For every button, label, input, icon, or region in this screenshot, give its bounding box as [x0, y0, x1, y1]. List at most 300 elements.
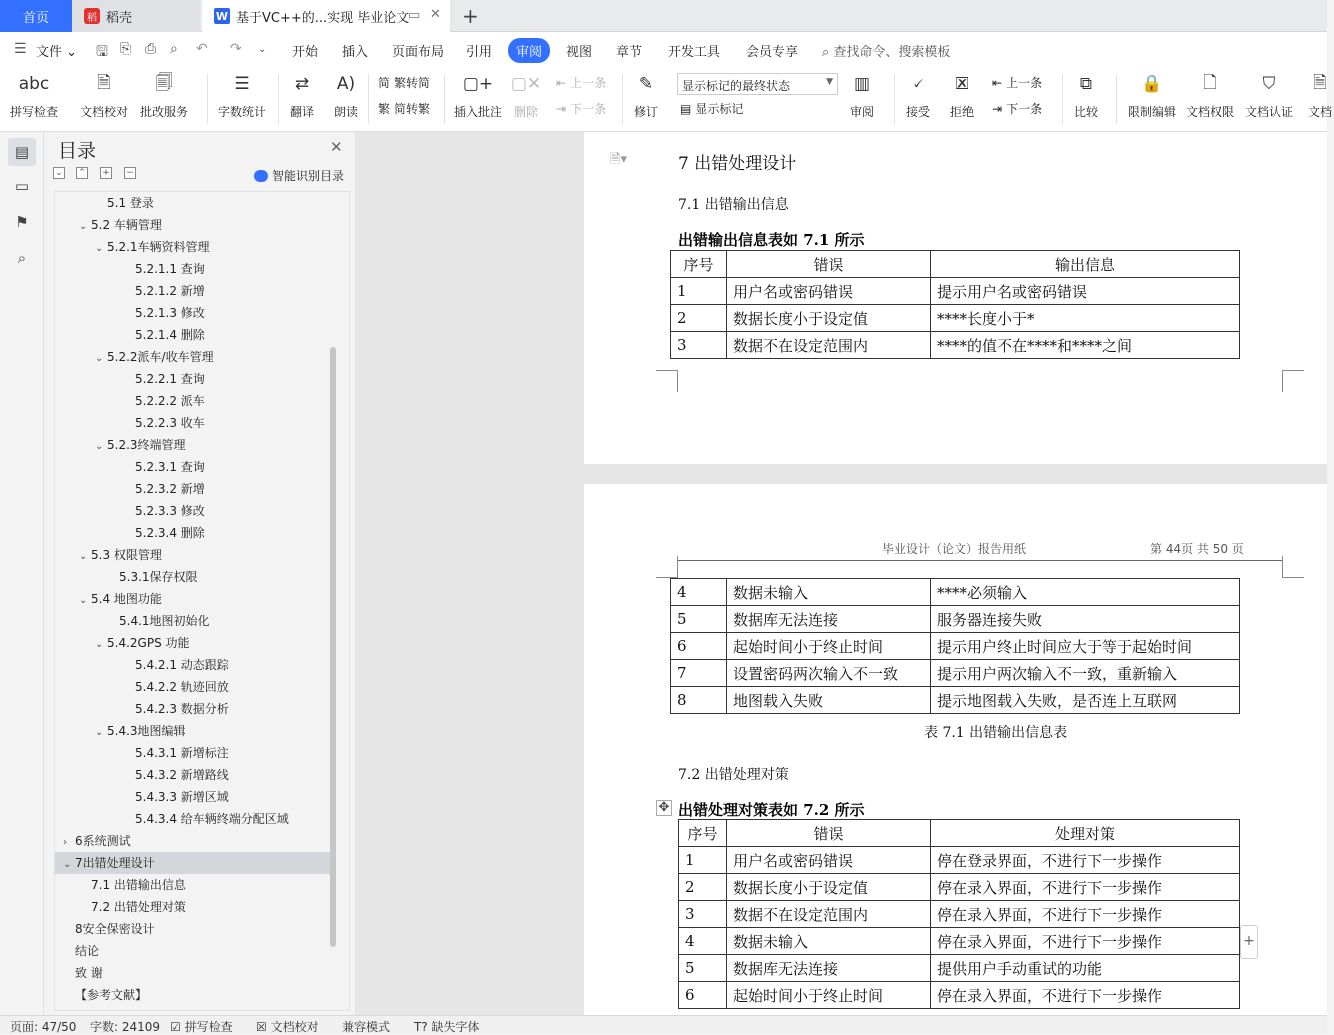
error-output-table-part2	[670, 578, 1240, 714]
toc-item[interactable]	[55, 610, 331, 632]
page-corner-mark	[1282, 370, 1304, 392]
reject-button[interactable]	[948, 70, 976, 120]
menu-insert[interactable]: 插入	[342, 45, 369, 60]
status-spell-check[interactable]	[170, 1018, 233, 1035]
show-markup-icon: ▤	[680, 101, 692, 116]
missing-font-button[interactable]	[414, 1018, 480, 1035]
word-count-label: 字数统计	[218, 105, 267, 119]
table-cell[interactable]: 1	[679, 847, 727, 874]
print-icon[interactable]: ⎙	[145, 41, 157, 57]
table-cell[interactable]: 数据未输入	[727, 579, 931, 606]
toc-item[interactable]	[55, 412, 331, 434]
toc-item-label: 5.2.1.1 查询	[135, 262, 205, 276]
menu-member[interactable]: 会员专享	[746, 45, 799, 60]
toc-item-label: 5.2 车辆管理	[91, 218, 162, 232]
preview-icon[interactable]: ⌕	[170, 41, 178, 57]
table-cell[interactable]: 停在录入界面，不进行下一步操作	[931, 928, 1240, 955]
section-7-2-heading: 7.2 出错处理对策	[678, 767, 789, 783]
toc-item-label: 8安全保密设计	[75, 922, 155, 936]
collapse-all-icon[interactable]: ⌄	[53, 167, 65, 179]
table-header-cell: 序号	[679, 820, 727, 847]
table-cell[interactable]: ****的值不在****和****之间	[931, 332, 1240, 359]
proofread-button[interactable]	[80, 70, 128, 120]
spell-check-button[interactable]	[10, 70, 58, 120]
toc-item-label: 5.4.2GPS 功能	[107, 636, 190, 650]
toc-item-label: 5.2.1.2 新增	[135, 284, 205, 298]
abc-check-icon: abc	[18, 74, 50, 94]
ribbon-divider	[368, 74, 369, 124]
add-heading-icon[interactable]: +	[100, 167, 112, 179]
toc-pane	[44, 132, 356, 1015]
restrict-editing-label: 限制编辑	[1128, 105, 1177, 119]
toc-item-label: 5.2.2.3 收车	[135, 416, 205, 430]
table-cell[interactable]: 4	[671, 579, 727, 606]
table-header-row	[671, 251, 1240, 278]
table-cell[interactable]: 2	[679, 874, 727, 901]
close-tab-icon[interactable]: ✕	[430, 7, 441, 22]
table-cell[interactable]: 4	[679, 928, 727, 955]
toc-item[interactable]	[55, 830, 331, 852]
compare-icon: ⧉	[1079, 74, 1093, 94]
ribbon-divider	[1116, 74, 1117, 124]
insert-comment-button[interactable]	[454, 70, 502, 120]
table-cell[interactable]: 设置密码两次输入不一致	[727, 660, 931, 687]
prev-comment-label: 上一条	[570, 76, 607, 90]
trad-to-simp-button[interactable]	[378, 74, 430, 91]
table-row	[679, 901, 1240, 928]
toc-item-label: 7出错处理设计	[75, 856, 155, 870]
next-comment-button[interactable]	[556, 100, 606, 117]
toc-item[interactable]	[55, 280, 331, 302]
tab-document[interactable]	[202, 0, 450, 32]
status-proof-label: 文档校对	[270, 1020, 319, 1034]
toc-item-label: 5.2.2.1 查询	[135, 372, 205, 386]
bookmark-icon[interactable]: ⚑	[15, 213, 29, 231]
toc-item[interactable]	[55, 698, 331, 720]
prev-comment-button[interactable]	[556, 74, 606, 91]
chevron-down-icon[interactable]: ⌄	[79, 551, 88, 562]
doc-rights-icon: 🗋	[1203, 72, 1217, 93]
ribbon-divider	[207, 74, 208, 124]
table-move-handle-icon[interactable]: ✥	[656, 800, 672, 816]
chevron-down-icon: ▼	[826, 77, 833, 87]
menu-layout[interactable]: 页面布局	[392, 45, 445, 60]
shield-icon: ⛉	[1262, 74, 1276, 94]
toc-item-label: 5.4.2.2 轨迹回放	[135, 680, 229, 694]
table-header-cell: 错误	[727, 251, 931, 278]
table-row	[671, 687, 1240, 714]
document-canvas[interactable]	[356, 132, 1327, 1015]
chevron-down-icon[interactable]: ⌄	[95, 639, 104, 650]
page-44	[584, 484, 1327, 1024]
toc-item[interactable]	[55, 742, 331, 764]
table-row	[671, 305, 1240, 332]
status-proofread[interactable]	[256, 1018, 319, 1035]
table-row	[679, 874, 1240, 901]
simp-to-trad-label: 简转繁	[394, 102, 431, 116]
read-aloud-icon: A)	[336, 74, 356, 94]
table-cell[interactable]: 6	[671, 633, 727, 660]
command-search-label: 查找命令、搜索模板	[833, 45, 951, 60]
table-cell[interactable]: 提示用户两次输入不一致，重新输入	[931, 660, 1240, 687]
table2-intro: 出错处理对策表如 7.2 所示	[678, 801, 865, 819]
toc-item[interactable]	[55, 456, 331, 478]
table-header-cell: 错误	[727, 820, 931, 847]
toc-item[interactable]	[55, 302, 331, 324]
toc-item-label: 5.2.3.3 修改	[135, 504, 205, 518]
doc-proof-icon: 🗎	[97, 72, 111, 93]
table-cell[interactable]: 停在录入界面，不进行下一步操作	[931, 874, 1240, 901]
chevron-down-icon[interactable]: ⌄	[79, 595, 88, 606]
reject-icon: 🗷	[955, 74, 969, 94]
toc-item-label: 5.4.2.1 动态跟踪	[135, 658, 229, 672]
table1-intro: 出错输出信息表如 7.1 所示	[678, 231, 865, 249]
expand-up-icon[interactable]: ⌃	[76, 167, 88, 179]
pin-icon[interactable]: ▭	[408, 8, 421, 23]
doc-rights-button[interactable]	[1186, 70, 1234, 120]
page-corner-mark	[656, 556, 678, 578]
chapter-heading: 7 出错处理设计	[678, 154, 797, 174]
prev-change-icon: ⇤	[992, 75, 1003, 90]
page-header-title: 毕业设计（论文）报告用纸	[882, 542, 1027, 556]
toc-item[interactable]	[55, 500, 331, 522]
doc-more-button[interactable]	[1306, 70, 1334, 120]
table-cell[interactable]: 地图载入失败	[727, 687, 931, 714]
status-spell-label: 拼写检查	[184, 1020, 233, 1034]
markup-state-select[interactable]	[677, 73, 838, 95]
page-header-number: 第 44页 共 50 页	[1150, 542, 1244, 556]
new-tab-label: +	[462, 4, 479, 28]
toc-item[interactable]	[55, 940, 331, 962]
table-cell[interactable]: 起始时间小于终止时间	[727, 633, 931, 660]
toc-item-label: 5.4.1地图初始化	[119, 614, 210, 628]
tab-document-label: 基于VC++的...实现 毕业论文	[236, 10, 410, 26]
toc-item[interactable]	[55, 962, 331, 984]
menu-chapter[interactable]: 章节	[616, 45, 643, 60]
proofread-label: 文档校对	[80, 105, 129, 119]
prev-change-label: 上一条	[1006, 76, 1043, 90]
restrict-editing-button[interactable]	[1128, 70, 1176, 120]
next-change-label: 下一条	[1006, 102, 1043, 116]
table-header-row	[679, 820, 1240, 847]
table-header-cell: 序号	[671, 251, 727, 278]
review-pane-button[interactable]	[848, 70, 876, 120]
reject-label: 拒绝	[949, 105, 974, 119]
chevron-down-icon[interactable]: ⌄	[63, 859, 72, 870]
toc-item[interactable]	[55, 522, 331, 544]
toc-item[interactable]	[55, 346, 331, 368]
accept-button[interactable]	[904, 70, 932, 120]
table-row	[671, 606, 1240, 633]
chevron-down-icon[interactable]: ⌄	[95, 243, 104, 254]
word-count-indicator[interactable]: 字数: 24109	[90, 1020, 161, 1034]
table-row	[671, 633, 1240, 660]
read-aloud-label: 朗读	[333, 105, 358, 119]
smart-toc-button[interactable]	[254, 167, 344, 184]
toc-item-label: 5.1 登录	[107, 196, 154, 210]
toc-item-label: 5.3.1保存权限	[119, 570, 198, 584]
toc-item-label: 5.4.3地图编辑	[107, 724, 186, 738]
table-row	[679, 982, 1240, 1009]
toc-scrollbar[interactable]	[330, 347, 336, 947]
review-pane-icon: ▥	[853, 74, 871, 94]
toc-item[interactable]	[55, 192, 331, 214]
proof-box-icon: ☒	[256, 1020, 267, 1034]
toc-item[interactable]	[55, 720, 331, 742]
section-7-1-heading: 7.1 出错输出信息	[678, 197, 789, 213]
page-corner-mark	[1282, 556, 1304, 578]
annotate-icon: 🗐	[155, 72, 173, 93]
compare-label: 比较	[1073, 105, 1098, 119]
track-changes-icon: ✎	[638, 74, 654, 94]
toc-item[interactable]	[55, 258, 331, 280]
table-header-cell: 处理对策	[931, 820, 1240, 847]
chevron-down-icon[interactable]: ⌄	[79, 221, 88, 232]
table-cell[interactable]: 数据库无法连接	[727, 955, 931, 982]
chevron-right-icon[interactable]: ›	[63, 837, 67, 848]
table-cell[interactable]: 用户名或密码错误	[727, 847, 931, 874]
prev-comment-icon: ⇤	[556, 75, 567, 90]
next-comment-label: 下一条	[570, 102, 607, 116]
toc-item[interactable]	[55, 786, 331, 808]
menu-view[interactable]: 视图	[566, 45, 593, 60]
toc-item-label: 5.4.3.3 新增区域	[135, 790, 229, 804]
doc-rights-label: 文档权限	[1186, 105, 1235, 119]
table-cell[interactable]: 5	[671, 606, 727, 633]
header-rule	[678, 560, 1283, 561]
toc-item[interactable]	[55, 236, 331, 258]
toc-item-label: 5.2.1.3 修改	[135, 306, 205, 320]
toc-title: 目录	[58, 140, 97, 162]
insert-comment-label: 插入批注	[454, 105, 503, 119]
annotate-service-label: 批改服务	[140, 105, 189, 119]
compare-button[interactable]	[1072, 70, 1100, 120]
toc-item[interactable]	[55, 478, 331, 500]
ai-icon	[254, 170, 268, 182]
hamburger-icon[interactable]: ☰	[14, 41, 27, 57]
remove-heading-icon[interactable]: −	[124, 167, 136, 179]
table-cell[interactable]: 停在录入界面，不进行下一步操作	[931, 982, 1240, 1009]
toc-item-label: 7.2 出错处理对策	[91, 900, 186, 914]
translate-button[interactable]	[288, 70, 316, 120]
save-icon[interactable]: 🖫	[96, 44, 108, 60]
table-cell[interactable]: 起始时间小于终止时间	[727, 982, 931, 1009]
table-cell[interactable]: 6	[679, 982, 727, 1009]
review-pane-label: 审阅	[849, 105, 874, 119]
next-change-icon: ⇥	[992, 101, 1003, 116]
table-cell[interactable]: 数据库无法连接	[727, 606, 931, 633]
table-row	[671, 579, 1240, 606]
table-cell[interactable]: 提示用户终止时间应大于等于起始时间	[931, 633, 1240, 660]
toc-item[interactable]	[55, 566, 331, 588]
spell-check-label: 拼写检查	[10, 105, 59, 119]
next-comment-icon: ⇥	[556, 101, 567, 116]
add-row-button[interactable]: +	[1240, 925, 1258, 959]
toc-item[interactable]	[55, 852, 331, 874]
toc-item-label: 5.2.3终端管理	[107, 438, 186, 452]
table-cell[interactable]: 3	[671, 332, 727, 359]
next-change-button[interactable]	[992, 100, 1042, 117]
toc-item[interactable]	[55, 918, 331, 940]
toc-item[interactable]	[55, 896, 331, 918]
table-row	[671, 278, 1240, 305]
tab-daoke-label: 稻壳	[106, 10, 133, 26]
annotate-service-button[interactable]	[140, 70, 188, 120]
export-icon[interactable]: ⎘	[120, 41, 132, 57]
markup-state-value: 显示标记的最终状态	[682, 79, 791, 93]
toc-item-label: 5.4.3.2 新增路线	[135, 768, 229, 782]
table-cell[interactable]: 7	[671, 660, 727, 687]
trad-simp-icon: 简	[378, 76, 391, 90]
simp-to-trad-button[interactable]	[378, 100, 430, 117]
tab-daoke[interactable]	[72, 0, 200, 32]
toc-item[interactable]	[55, 676, 331, 698]
toc-item-label: 5.4.2.3 数据分析	[135, 702, 229, 716]
toc-item-label: 【参考文献】	[75, 988, 148, 1002]
menu-reference[interactable]: 引用	[466, 45, 493, 60]
doc-cert-button[interactable]	[1245, 70, 1293, 120]
ribbon-divider	[444, 74, 445, 124]
new-tab-button[interactable]	[462, 0, 479, 32]
chapter-nav-icon[interactable]: ▭	[14, 177, 30, 195]
prev-change-button[interactable]	[992, 74, 1042, 91]
daoke-icon: 稻	[84, 8, 100, 24]
toc-list	[54, 191, 350, 1011]
delete-comment-label: 删除	[513, 105, 538, 119]
table-cell[interactable]: 提示地图载入失败，是否连上互联网	[931, 687, 1240, 714]
accept-label: 接受	[905, 105, 930, 119]
search-icon[interactable]: ⌕	[17, 249, 27, 267]
table-cell[interactable]: 3	[679, 901, 727, 928]
table-cell[interactable]: 提示用户名或密码错误	[931, 278, 1240, 305]
missing-font-label: 缺失字体	[431, 1020, 480, 1034]
table-cell[interactable]: 1	[671, 278, 727, 305]
toc-item[interactable]	[55, 632, 331, 654]
review-ribbon	[0, 66, 1332, 132]
chevron-down-icon[interactable]: ⌄	[95, 353, 104, 364]
compat-mode: 兼容模式	[342, 1020, 391, 1034]
toc-item[interactable]	[55, 324, 331, 346]
tab-bar	[0, 0, 1327, 32]
read-aloud-button[interactable]	[332, 70, 360, 120]
tab-home[interactable]	[0, 0, 72, 32]
table1-caption: 表 7.1 出错输出信息表	[924, 725, 1068, 741]
toc-item[interactable]	[55, 654, 331, 676]
menu-start[interactable]: 开始	[292, 45, 319, 60]
table-cell[interactable]: 用户名或密码错误	[727, 278, 931, 305]
trad-to-simp-label: 繁转简	[394, 76, 431, 90]
table-cell[interactable]: 2	[671, 305, 727, 332]
table-cell[interactable]: 数据长度小于设定值	[727, 305, 931, 332]
status-bar	[0, 1015, 1327, 1033]
ribbon-divider	[622, 74, 623, 124]
toc-item[interactable]	[55, 434, 331, 456]
toc-item-label: 7.1 出错输出信息	[91, 878, 186, 892]
chevron-down-icon[interactable]: ⌄	[95, 441, 104, 452]
redo-icon[interactable]: ↷	[230, 41, 242, 57]
track-changes-button[interactable]	[632, 70, 660, 120]
toc-item[interactable]	[55, 214, 331, 236]
file-menu[interactable]: 文件 ⌄	[36, 45, 78, 60]
toc-item-label: 5.4.3.1 新增标注	[135, 746, 229, 760]
side-nav	[0, 132, 44, 1015]
toc-item-label: 5.2.1车辆资料管理	[107, 240, 210, 254]
doc-more-icon: 🗎	[1313, 72, 1327, 93]
page-43	[584, 132, 1327, 464]
track-changes-label: 修订	[633, 105, 658, 119]
table-cell[interactable]: 停在录入界面，不进行下一步操作	[931, 901, 1240, 928]
table-cell[interactable]: ****必须输入	[931, 579, 1240, 606]
command-search[interactable]	[822, 41, 950, 60]
table-cell[interactable]: 数据不在设定范围内	[727, 332, 931, 359]
simp-trad-icon: 繁	[378, 102, 391, 116]
toc-item[interactable]	[55, 588, 331, 610]
page-indicator[interactable]: 页面: 47/50	[10, 1020, 77, 1034]
menu-devtools[interactable]: 开发工具	[668, 45, 721, 60]
table-cell[interactable]: 提供用户手动重试的功能	[931, 955, 1240, 982]
comment-add-icon: ▢+	[462, 74, 494, 94]
toc-item-label: 5.2.3.2 新增	[135, 482, 205, 496]
word-count-button[interactable]	[218, 70, 266, 120]
missing-font-icon: T?	[414, 1020, 428, 1034]
toc-item[interactable]	[55, 764, 331, 786]
table-row	[679, 928, 1240, 955]
tab-home-label: 首页	[22, 10, 49, 26]
toc-item-label: 5.4 地图功能	[91, 592, 162, 606]
undo-icon[interactable]: ↶	[196, 41, 208, 57]
toc-item[interactable]	[55, 544, 331, 566]
more-quick-icon[interactable]: ⌄	[258, 44, 267, 55]
table-row	[679, 847, 1240, 874]
table-cell[interactable]: 停在登录界面，不进行下一步操作	[931, 847, 1240, 874]
toc-item[interactable]	[55, 368, 331, 390]
table-header-cell: 输出信息	[931, 251, 1240, 278]
accept-icon: 🗸	[912, 74, 924, 94]
toc-item-label: 5.2.1.4 删除	[135, 328, 205, 342]
toc-item[interactable]	[55, 874, 331, 896]
toc-item-label: 5.2.3.4 删除	[135, 526, 205, 540]
toc-item-label: 6系统测试	[75, 834, 131, 848]
show-markup-label: 显示标记	[695, 102, 744, 116]
show-markup-button[interactable]	[680, 100, 743, 117]
menu-review[interactable]: 审阅	[508, 38, 550, 63]
error-handling-table	[678, 819, 1240, 1009]
comment-delete-icon: ▢✕	[510, 74, 542, 94]
toc-item-label: 致 谢	[75, 966, 103, 980]
table-cell[interactable]: 5	[679, 955, 727, 982]
page-corner-mark	[656, 370, 678, 392]
table-row	[679, 955, 1240, 982]
word-doc-icon: W	[215, 9, 229, 23]
table-cell[interactable]: ****长度小于*	[931, 305, 1240, 332]
table-cell[interactable]: 数据未输入	[727, 928, 931, 955]
toc-item[interactable]	[55, 808, 331, 830]
close-icon[interactable]: ✕	[330, 138, 343, 156]
table-cell[interactable]: 数据长度小于设定值	[727, 874, 931, 901]
delete-comment-button[interactable]	[512, 70, 540, 120]
toc-nav-icon[interactable]: ▤	[8, 138, 36, 166]
menu-bar	[0, 32, 1327, 66]
table-cell[interactable]: 数据不在设定范围内	[727, 901, 931, 928]
table-cell[interactable]: 8	[671, 687, 727, 714]
table-cell[interactable]: 服务器连接失败	[931, 606, 1240, 633]
chevron-down-icon[interactable]: ⌄	[95, 727, 104, 738]
table-row	[671, 660, 1240, 687]
toc-item[interactable]	[55, 390, 331, 412]
toc-item[interactable]	[55, 984, 331, 1006]
table-row	[671, 332, 1240, 359]
paragraph-icon[interactable]: 🗎▾	[610, 152, 627, 167]
